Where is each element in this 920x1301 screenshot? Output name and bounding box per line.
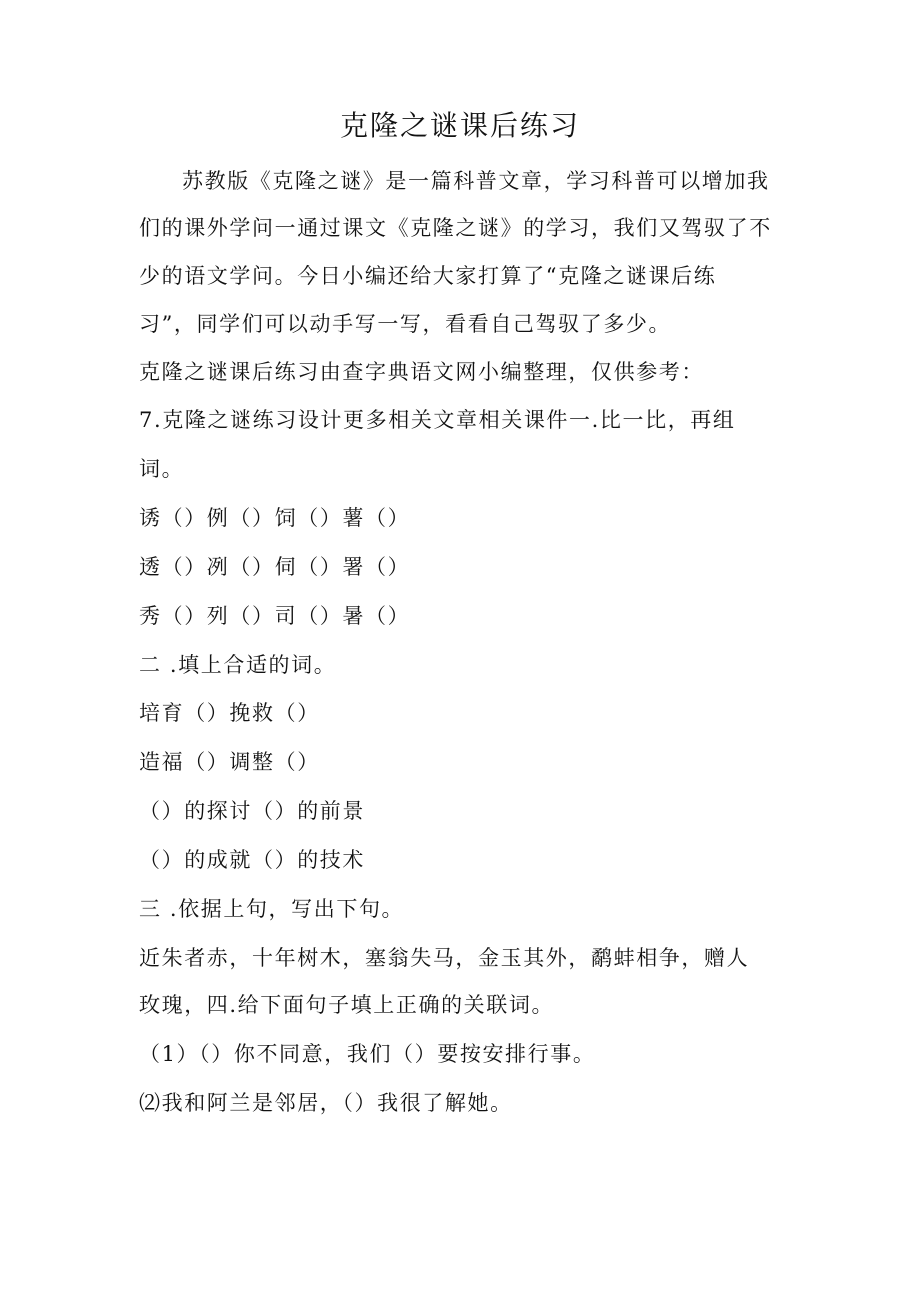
intro-line-4: 习”，同学们可以动手写一写，看看自己驾驭了多少。 — [139, 312, 672, 336]
section2-row-4: （）的成就（）的技术 — [139, 848, 365, 872]
section2-row-3: （）的探讨（）的前景 — [139, 799, 365, 823]
section2-row-1: 培育（）挽救（） — [139, 701, 320, 725]
section2-row-2: 造福（）调整（） — [139, 750, 320, 774]
section1-row-3: 秀（）列（）司（）暑（） — [139, 604, 411, 628]
section3-heading: 三 .依据上句，写出下句。 — [139, 897, 405, 921]
intro-line-2: 们的课外学问一通过课文《克隆之谜》的学习，我们又驾驭了不 — [139, 216, 772, 240]
section3-line-1: 近朱者赤，十年树木，塞翁失马，金玉其外，鹬蚌相争，赠人 — [139, 946, 750, 970]
section1-heading-line-1: 7.克隆之谜练习设计更多相关文章相关课件一.比一比，再组 — [139, 408, 736, 432]
section4-item-2: ⑵我和阿兰是邻居，（）我很了解她。 — [139, 1091, 513, 1115]
section1-heading-line-2: 词。 — [139, 457, 185, 481]
intro-line-1: 苏教版《克隆之谜》是一篇科普文章，学习科普可以增加我 — [182, 169, 770, 193]
section3-line-2: 玫瑰，四.给下面句子填上正确的关联词。 — [139, 993, 555, 1017]
section1-row-1: 诱（）例（）饲（）薯（） — [139, 506, 411, 530]
section2-heading: 二 .填上合适的词。 — [139, 653, 337, 677]
source-note: 克隆之谜课后练习由查字典语文网小编整理，仅供参考： — [139, 360, 704, 384]
section1-row-2: 透（）冽（）伺（）署（） — [139, 555, 411, 579]
section4-item-1: （1）（）你不同意，我们（）要按安排行事。 — [139, 1042, 596, 1066]
intro-line-3: 少的语文学问。今日小编还给大家打算了“克隆之谜课后练 — [139, 264, 717, 288]
document-title: 克隆之谜课后练习 — [339, 109, 580, 142]
